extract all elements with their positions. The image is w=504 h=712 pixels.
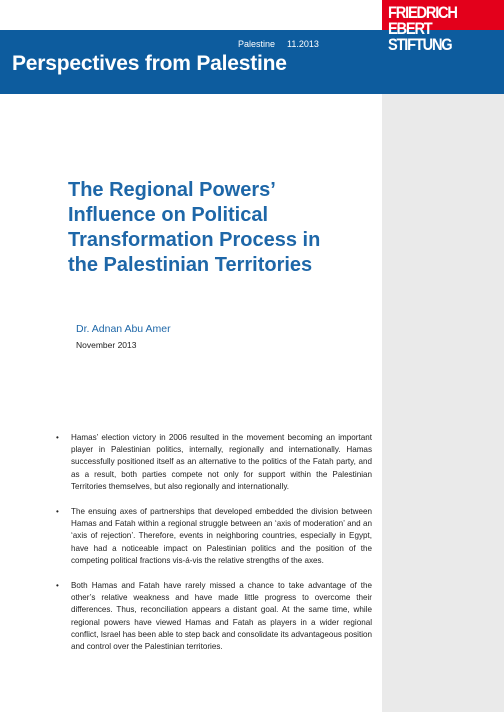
bullet-item — [54, 580, 372, 653]
bullet-text: Hamas’ election victory in 2006 resulted in the movement becoming an important player in Palestinian politics, internally, regionally and internationally. Hamas successfully positioned itself as an alternative to the politics of the Fatah party, and as a result, both parties compete not only for support within the Palestinian Territories themselves, but also regionally and internationally. — [71, 433, 372, 491]
bullet-item — [54, 432, 372, 493]
fes-logo — [388, 5, 484, 53]
title-line: The Regional Powers’ — [68, 179, 276, 201]
bullet-text: The ensuing axes of partnerships that developed embedded the division between Hamas and Fatah within a regional struggle between an ‘axis of moderation’ and an ‘axis of rejection’. Therefore, events in neighboring countries, especially in Egypt, have had a noticeable impact on Palestinian politics and the position of the competing political fractions vis-á-vis the relative strengths of the axes. — [71, 507, 372, 565]
header-meta — [238, 39, 338, 49]
summary-bullets — [54, 432, 372, 666]
bullet-dot: • — [56, 581, 59, 591]
document-title — [68, 178, 368, 278]
title-line: Influence on Political — [68, 204, 269, 226]
bullet-text: Both Hamas and Fatah have rarely missed a chance to take advantage of the other’s relative weakness and have made little progress to overcome their differences. Thus, reconciliation appears a distant goal. At the same time, while regional powers have viewed Hamas and Fatah as players in a wider regional conflict, Israel has been able to step back and consolidate its advantageous position and control over the Palestinian territories. — [71, 581, 373, 652]
logo-line: EBERT — [388, 19, 432, 38]
bullet-dot: • — [56, 507, 59, 517]
header-date: 11.2013 — [287, 39, 319, 49]
bullet-dot: • — [56, 433, 59, 442]
series-title: Perspectives from Palestine — [12, 52, 287, 75]
title-line: Transformation Process in — [68, 229, 321, 251]
logo-line: FRIEDRICH — [388, 3, 457, 22]
publication-date: November 2013 — [76, 340, 137, 350]
author-name: Dr. Adnan Abu Amer — [76, 323, 171, 335]
logo-line: STIFTUNG — [388, 35, 452, 54]
bullet-item — [54, 506, 372, 567]
sidebar-panel — [382, 94, 504, 712]
header-location: Palestine — [238, 39, 276, 49]
title-line: the Palestinian Territories — [68, 254, 313, 276]
